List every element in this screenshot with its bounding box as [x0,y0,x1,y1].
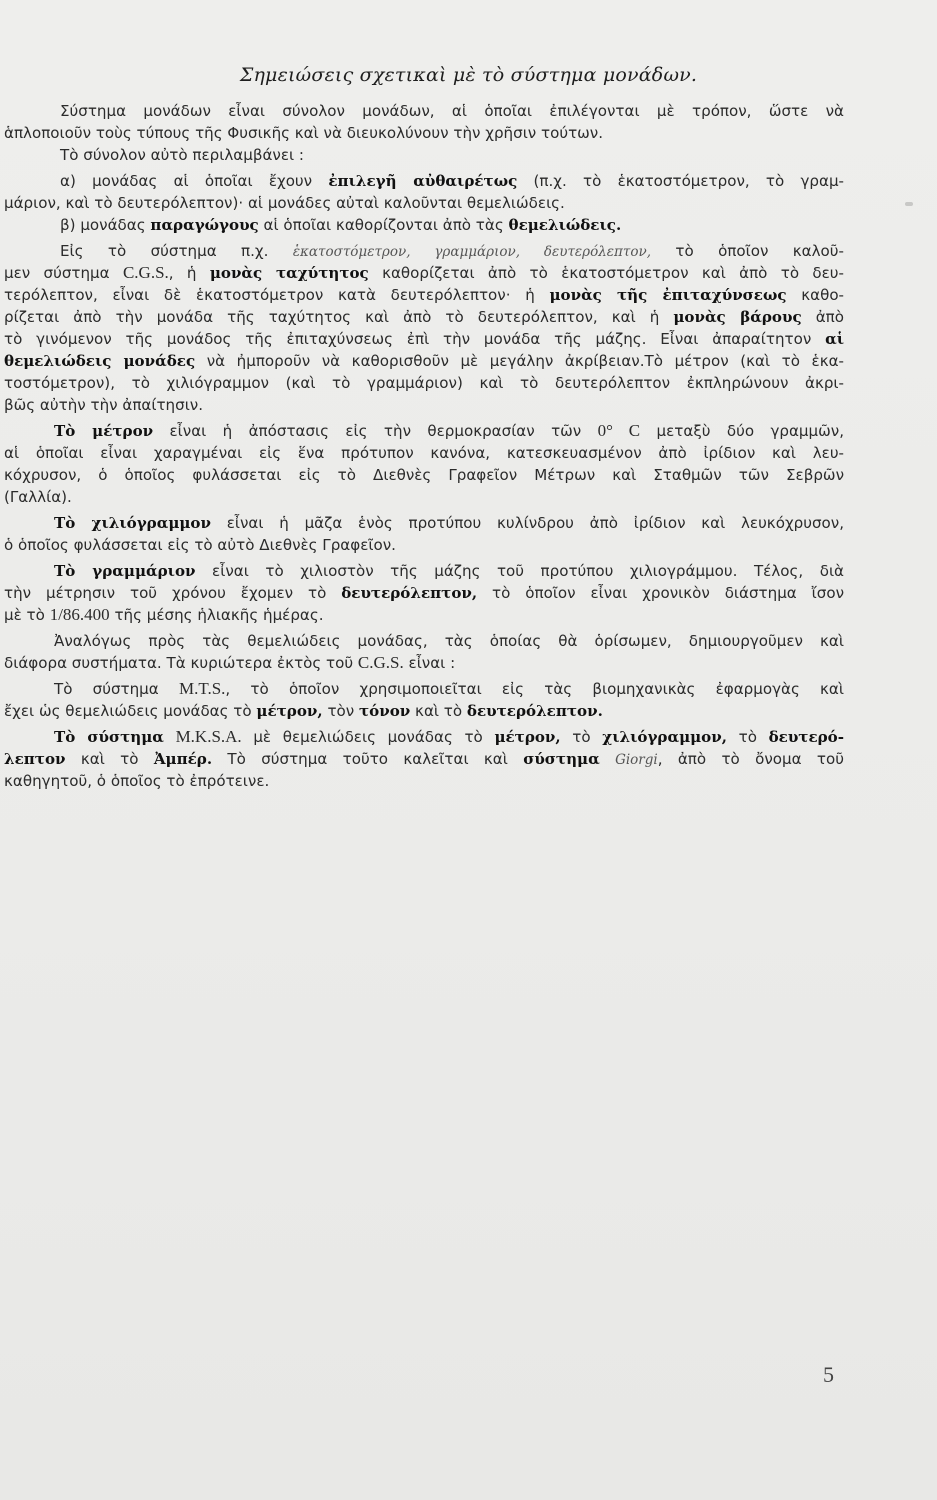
text-line [4,262,844,284]
text-run: καθο- [786,286,844,304]
text-run: ἁπλοποιοῦν τοὺς τύπους τῆς Φυσικῆς καὶ νὰ διευκολύνουν τὴν χρῆσιν τούτων. [4,124,604,142]
bold-term: σύστημα [523,750,600,768]
bold-term: μονὰς βάρους [673,308,802,326]
text-run: 1/86.400 [49,605,110,624]
text-line [4,464,844,486]
text-run: τὸ ὁποῖον καλοῦ- [651,242,844,260]
text-line [4,700,844,722]
bold-term: δευτερόλεπτον, [341,584,478,602]
text-run: M.T.S. [178,679,226,698]
bold-term: θεμελιώδεις. [508,216,622,234]
bold-term: δευτερό- [768,728,844,746]
text-run: , ἡ [168,264,210,282]
text-line [4,192,844,214]
text-run: βῶς αὐτὴν τὴν ἀπαίτησιν. [4,396,204,414]
text-run: τερόλεπτον, εἶναι δὲ ἑκατοστόμετρον κατὰ δευτερόλεπτον· ἡ [4,286,550,304]
text-line [4,604,844,626]
text-run: εἶναι τὸ χιλιοστὸν τῆς μάζης τοῦ προτύπου χιλιογράμμου. Τέλος, διὰ [195,562,844,580]
italic-term: ἑκατοστόμετρον, γραμμάριον, δευτερόλεπτον, [292,244,651,260]
text-run: εἶναι ἡ ἀπόστασις εἰς τὴν θερμοκρασίαν τῶν [153,422,598,440]
text-run: C.G.S. [357,653,404,672]
text-run: κόχρυσον, ὁ ὁποῖος φυλάσσεται εἰς τὸ Διεθνὲς Γραφεῖον Μέτρων καὶ Σταθμῶν τῶν Σεβρῶν [4,466,844,484]
bold-term: αἱ [825,330,844,348]
bold-term: μονὰς ταχύτητος [209,264,369,282]
text-run: μὲ θεμελιώδεις μονάδας τὸ [241,728,495,746]
text-run: , ἀπὸ τὸ ὄνομα τοῦ [657,750,844,768]
text-line [4,726,844,748]
text-line [4,144,844,166]
page-number: 5 [823,1362,834,1387]
text-run: (π.χ. τὸ ἑκατοστόμετρον, τὸ γραμ- [517,172,844,190]
text-run: , τὸ ὁποῖον χρησιμοποιεῖται εἰς τὰς βιομηχανικὰς ἐφαρμογὰς καὶ [225,680,844,698]
text-run: τὴν μέτρησιν τοῦ χρόνου ἔχομεν τὸ [4,584,342,602]
text-run: (Γαλλία). [4,488,72,506]
text-line [4,350,844,372]
text-line [4,170,844,192]
text-line [4,534,844,556]
bold-term: Τὸ μέτρον [54,422,154,440]
text-run: μάριον, καὶ τὸ δευτερόλεπτον)· αἱ μονάδες αὐταὶ καλοῦνται θεμελιώδεις. [4,194,565,212]
text-line [4,240,844,262]
text-line [4,678,844,700]
text-run: καθορίζεται ἀπὸ τὸ ἑκατοστόμετρον καὶ ἀπὸ τὸ δευ- [368,264,844,282]
text-run [164,728,176,746]
text-line [4,394,844,416]
bold-term: Τὸ γραμμάριον [54,562,196,580]
text-run [600,750,615,768]
bold-term: Ἀμπέρ. [153,750,213,768]
page-title: Σημειώσεις σχετικαὶ μὲ τὸ σύστημα μονάδων. [239,64,698,86]
text-line [4,328,844,350]
bold-term: θεμελιώδεις μονάδες [4,352,196,370]
text-line [4,630,844,652]
text-run: μὲ τὸ [4,606,50,624]
text-run: 0° C [597,421,641,440]
text-run: νὰ ἠμποροῦν νὰ καθορισθοῦν μὲ μεγάλην ἀκρίβειαν.Τὸ μέτρον (καὶ τὸ ἑκα- [195,352,844,370]
text-line [4,306,844,328]
text-run: τῆς μέσης ἡλιακῆς ἡμέρας. [109,606,324,624]
text-run: καθηγητοῦ, ὁ ὁποῖος τὸ ἐπρότεινε. [4,772,270,790]
text-line [4,372,844,394]
italic-term: Giorgi [615,752,658,768]
text-line [4,420,844,442]
text-run: τὸ ὁποῖον εἶναι χρονικὸν διάστημα ἴσον [477,584,844,602]
text-run: ὁ ὁποῖος φυλάσσεται εἰς τὸ αὐτὸ Διεθνὲς Γραφεῖον. [4,536,396,554]
text-run: M.K.S.A. [175,727,242,746]
body-text [4,100,844,792]
text-run: Τὸ σύστημα τοῦτο καλεῖται καὶ [212,750,524,768]
text-run: Τὸ σύστημα [54,680,179,698]
text-run: τοστόμετρον), τὸ χιλιόγραμμον (καὶ τὸ γραμμάριον) καὶ τὸ δευτερόλεπτον ἐκπληρώνουν ἀκρι- [4,374,844,392]
text-run: Τὸ σύνολον αὐτὸ περιλαμβάνει : [60,146,304,164]
text-run: τὸ [560,728,603,746]
bold-term: τόνον [359,702,411,720]
text-run: τὸ γινόμενον τῆς μονάδος τῆς ἐπιταχύνσεως ἐπὶ τὴν μονάδα τῆς μάζης. Εἶναι ἀπαραίτητον [4,330,826,348]
text-line [4,748,844,770]
text-run: τὸν [322,702,359,720]
text-run: καὶ τὸ [65,750,154,768]
text-run: μεν σύστημα [4,264,123,282]
bold-term: χιλιόγραμμον, [602,728,727,746]
text-line [4,100,844,122]
bold-term: μέτρον, [256,702,323,720]
scan-speck [905,202,913,206]
text-run: ρίζεται ἀπὸ τὴν μονάδα τῆς ταχύτητος καὶ ἀπὸ τὸ δευτερόλεπτον, καὶ ἡ [4,308,674,326]
text-run: Σύστημα μονάδων εἶναι σύνολον μονάδων, αἱ ὁποῖαι ἐπιλέγονται μὲ τρόπον, ὥστε νὰ [60,102,844,120]
bold-term: μέτρον, [494,728,561,746]
bold-term: Τὸ σύστημα [54,728,164,746]
text-line [4,284,844,306]
text-line [4,486,844,508]
text-line [4,442,844,464]
text-run: ἔχει ὡς θεμελιώδεις μονάδας τὸ [4,702,257,720]
text-run: αἱ ὁποῖαι εἶναι χαραγμέναι εἰς ἕνα πρότυπον κανόνα, κατεσκευασμένον ἀπὸ ἰρίδιον καὶ λευ- [4,444,844,462]
text-run: εἶναι : [403,654,456,672]
text-line [4,582,844,604]
text-run: καὶ τὸ [410,702,467,720]
text-line [4,122,844,144]
text-line [4,652,844,674]
text-run: β) μονάδας [60,216,151,234]
bold-term: Τὸ χιλιόγραμμον [54,514,211,532]
text-run: Εἰς τὸ σύστημα π.χ. [60,242,293,260]
bold-term: δευτερόλεπτον. [466,702,603,720]
text-run: ἀπὸ [801,308,844,326]
text-run: εἶναι ἡ μᾶζα ἑνὸς προτύπου κυλίνδρου ἀπὸ ἰρίδιον καὶ λευκόχρυσον, [210,514,844,532]
text-line [4,770,844,792]
text-run: τὸ [726,728,769,746]
text-run: α) μονάδας αἱ ὁποῖαι ἔχουν [60,172,329,190]
bold-term: λεπτον [4,750,66,768]
text-run: Ἀναλόγως πρὸς τὰς θεμελιώδεις μονάδας, τὰς ὁποίας θὰ ὁρίσωμεν, δημιουργοῦμεν καὶ [54,632,844,650]
bold-term: παραγώγους [150,216,259,234]
text-run: C.G.S. [122,263,169,282]
text-run: διάφορα συστήματα. Τὰ κυριώτερα ἐκτὸς τοῦ [4,654,358,672]
text-run: αἱ ὁποῖαι καθορίζονται ἀπὸ τὰς [258,216,509,234]
text-run: μεταξὺ δύο γραμμῶν, [640,422,844,440]
bold-term: μονὰς τῆς ἐπιταχύνσεως [549,286,787,304]
text-line [4,512,844,534]
text-line [4,214,844,236]
text-line [4,560,844,582]
bold-term: ἐπιλεγῆ αὐθαιρέτως [328,172,518,190]
